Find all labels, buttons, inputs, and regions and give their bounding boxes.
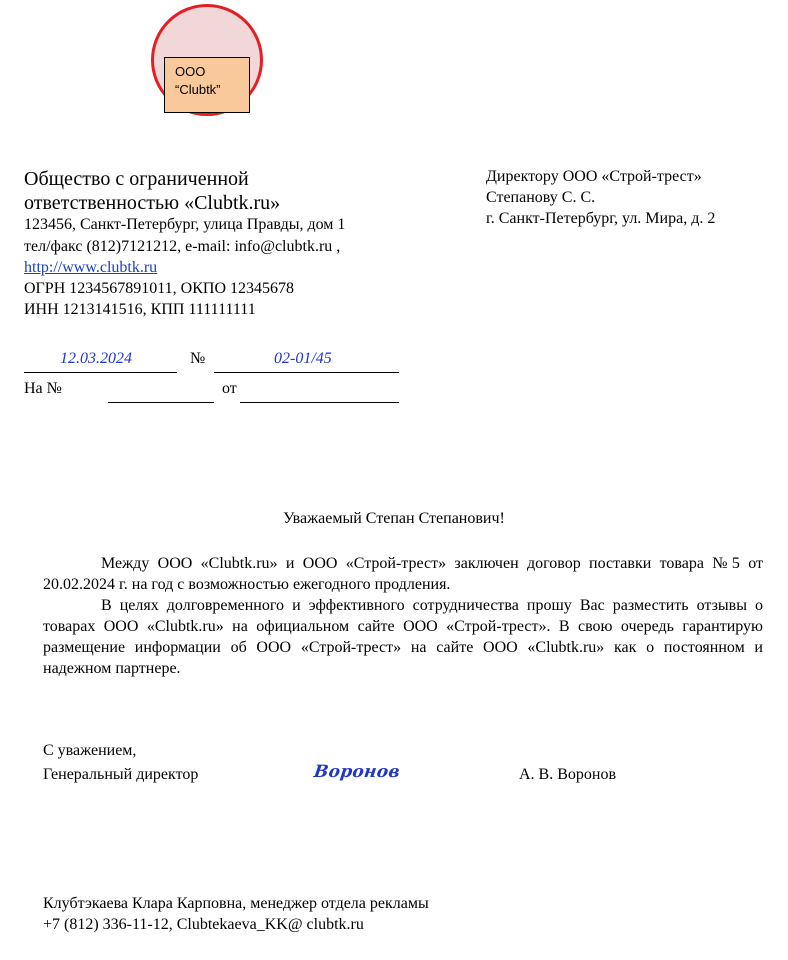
addressee-position: Директору ООО «Строй-трест» (486, 168, 702, 185)
in-reply-date-line (240, 402, 399, 403)
sender-org-name: Общество с ограниченной ответственностью «Clubtk.ru» (24, 168, 281, 214)
contact-details: +7 (812) 336-11-12, Clubtekaeva_KK@ clubtk.ru (43, 916, 364, 933)
sender-phone-email: тел/факс (812)7121212, e-mail: info@clubtk.ru , (24, 238, 341, 255)
number-label: № (190, 350, 206, 367)
sender-address: 123456, Санкт-Петербург, улица Правды, дом 1 (24, 216, 346, 233)
handwritten-signature: Воронов (312, 762, 402, 782)
logo-line-2: “Clubtk” (175, 82, 221, 97)
sender-website-link[interactable]: http://www.clubtk.ru (24, 259, 158, 276)
body-paragraph-1: Между ООО «Clubtk.ru» и ООО «Строй-трест» заключен договор поставки товара №5 от 20.02.2024 г. на год с возможностью ежегодного продления. (43, 555, 763, 593)
logo-line-1: ООО (175, 64, 206, 79)
sender-website-line (24, 258, 157, 278)
signer-name: А. В. Воронов (519, 766, 617, 783)
closing: С уважением, (43, 742, 137, 759)
body-paragraph-2: В целях долговременного и эффективного сотрудничества прошу Вас разместить отзывы о товарах ООО «Clubtk.ru» на официальном сайте ООО «Строй-трест». В свою очередь гарантирую размещение информации об ООО «Строй-трест» на сайте ООО «Clubtk.ru» как о постоянном и надежном партнере. (43, 597, 763, 677)
sender-ogrn-okpo: ОГРН 1234567891011, ОКПО 12345678 (24, 280, 294, 297)
sender-inn-kpp: ИНН 1213141516, КПП 111111111 (24, 301, 256, 318)
number-line (214, 372, 399, 373)
addressee-name: Степанову С. С. (486, 189, 596, 206)
signer-position: Генеральный директор (43, 766, 199, 783)
contact-person: Клубтэкаева Клара Карповна, менеджер отдела рекламы (43, 895, 429, 912)
logo (164, 57, 250, 113)
in-reply-number-line (108, 402, 214, 403)
salutation: Уважаемый Степан Степанович! (283, 510, 505, 527)
date-line (24, 372, 177, 373)
addressee-address: г. Санкт-Петербург, ул. Мира, д. 2 (486, 210, 716, 227)
from-label: от (222, 380, 237, 397)
outgoing-date: 12.03.2024 (60, 350, 132, 367)
outgoing-number: 02-01/45 (274, 350, 332, 367)
in-reply-label: На № (24, 380, 62, 397)
